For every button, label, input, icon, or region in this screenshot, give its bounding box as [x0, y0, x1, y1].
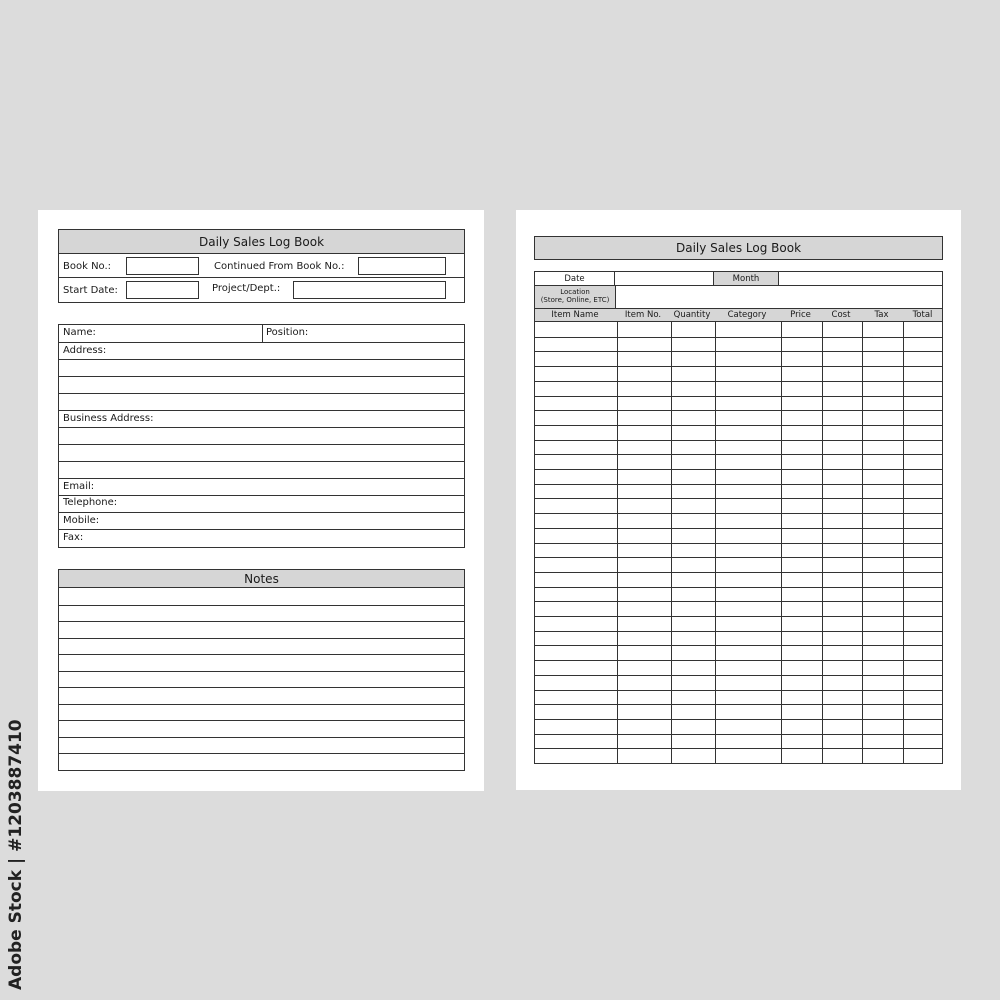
table-row-divider	[535, 631, 942, 632]
table-row-divider	[535, 543, 942, 544]
date-label: Date	[564, 273, 585, 284]
col-header-item-no: Item No.	[624, 310, 662, 320]
business-address-label: Business Address:	[63, 413, 154, 424]
notes-box[interactable]	[58, 587, 465, 771]
email-label: Email:	[63, 481, 95, 492]
left-page	[38, 210, 484, 791]
continued-from-label: Continued From Book No.:	[214, 261, 345, 272]
col-header-tax: Tax	[874, 310, 889, 320]
table-row-divider	[535, 425, 942, 426]
location-label-cell	[534, 285, 616, 309]
table-row-divider	[535, 366, 942, 367]
right-page	[516, 210, 961, 790]
table-row-divider	[535, 719, 942, 720]
location-field[interactable]	[616, 285, 943, 309]
mobile-label: Mobile:	[63, 515, 100, 526]
table-row-divider	[535, 734, 942, 735]
right-page-title: Daily Sales Log Book	[534, 236, 943, 260]
book-no-label: Book No.:	[63, 261, 112, 272]
location-label: Location	[560, 288, 590, 297]
sales-table-body[interactable]	[534, 321, 943, 764]
col-header-total: Total	[912, 310, 933, 320]
table-row-divider	[535, 675, 942, 676]
telephone-label: Telephone:	[63, 497, 118, 508]
project-dept-label: Project/Dept.:	[212, 283, 281, 294]
table-row-divider	[535, 748, 942, 749]
col-header-category: Category	[727, 310, 767, 320]
name-label: Name:	[63, 327, 96, 338]
table-row-divider	[535, 645, 942, 646]
col-header-quantity: Quantity	[673, 310, 711, 320]
table-row-divider	[535, 498, 942, 499]
table-row-divider	[535, 660, 942, 661]
table-row-divider	[535, 557, 942, 558]
fax-label: Fax:	[63, 532, 84, 543]
table-row-divider	[535, 616, 942, 617]
col-header-item-name: Item Name	[551, 310, 599, 320]
project-dept-field[interactable]	[293, 281, 446, 299]
table-row-divider	[535, 587, 942, 588]
notes-title: Notes	[58, 569, 465, 588]
table-row-divider	[535, 572, 942, 573]
table-row-divider	[535, 513, 942, 514]
table-row-divider	[535, 469, 942, 470]
start-date-label: Start Date:	[63, 285, 118, 296]
col-header-cost: Cost	[831, 310, 851, 320]
address-label: Address:	[63, 345, 107, 356]
table-row-divider	[535, 528, 942, 529]
table-row-divider	[535, 381, 942, 382]
start-date-field[interactable]	[126, 281, 199, 299]
table-row-divider	[535, 454, 942, 455]
table-row-divider	[535, 704, 942, 705]
left-page-title: Daily Sales Log Book	[58, 229, 465, 254]
col-header-price: Price	[790, 310, 811, 320]
table-row-divider	[535, 337, 942, 338]
location-hint: (Store, Online, ETC)	[540, 296, 610, 304]
table-row-divider	[535, 690, 942, 691]
table-row-divider	[535, 484, 942, 485]
month-field[interactable]	[779, 271, 943, 286]
table-row-divider	[535, 601, 942, 602]
continued-from-field[interactable]	[358, 257, 446, 275]
position-label: Position:	[266, 327, 309, 338]
table-row-divider	[535, 351, 942, 352]
table-row-divider	[535, 396, 942, 397]
contact-box	[58, 324, 465, 548]
date-field[interactable]	[614, 271, 714, 286]
stock-id-label: Adobe Stock | #1203887410	[6, 719, 26, 990]
table-row-divider	[535, 410, 942, 411]
table-row-divider	[535, 440, 942, 441]
month-label: Month	[732, 273, 760, 284]
book-no-field[interactable]	[126, 257, 199, 275]
